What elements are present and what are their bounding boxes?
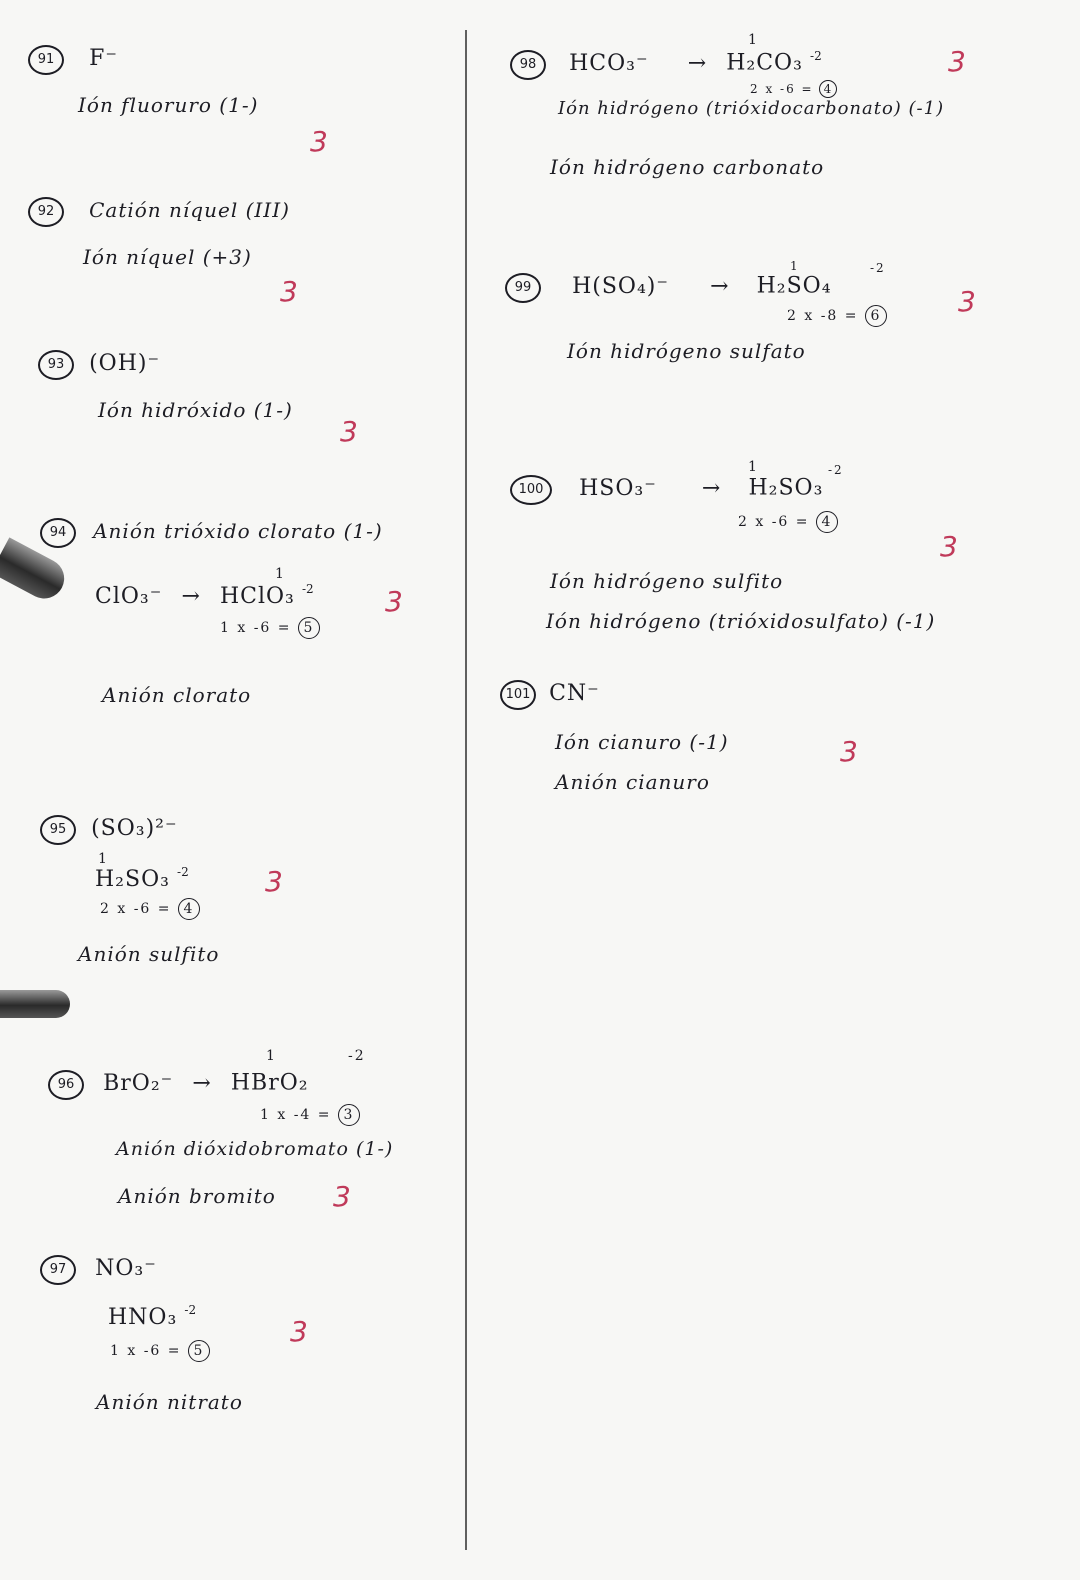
oxidation-calc: 2 x -8 = [787,308,859,324]
acid-formula: H₂CO₃ [726,50,803,76]
exercise-number: 94 [40,518,76,548]
oxidation-result: 3 [338,1104,360,1126]
formula: CN⁻ [549,680,600,706]
formula: (SO₃)²⁻ [91,815,178,841]
exercise-number: 98 [510,50,546,80]
exercise-95 [40,815,219,966]
formula: HCO₃⁻ [569,50,649,76]
oxidation-result: 4 [178,898,200,920]
grade-mark-100: 3 [940,530,958,563]
ion-name-alt: Ión hidrógeno carbonato [550,155,825,179]
oxidation-calc: 2 x -6 = [738,514,810,530]
oxidation-result: 4 [816,511,838,533]
ion-name: Ión hidrógeno sulfito [550,569,784,593]
acid-formula: HBrO₂ [230,1070,309,1096]
exercise-94 [40,518,383,707]
oxidation-top: 1 [275,566,286,582]
ion-name: Anión nitrato [96,1390,243,1414]
arrow: → [192,1070,212,1096]
oxidation-result: 5 [188,1340,210,1362]
oxidation-result: 6 [865,305,887,327]
exercise-number: 93 [38,350,74,380]
exercise-number: 99 [505,273,541,303]
exercise-92 [28,197,290,269]
arrow: → [710,273,730,299]
oxidation-top: 1 [748,459,759,475]
ion-name: Anión clorato [102,683,252,707]
ion-name: Anión dióxidobromato (1-) [116,1138,394,1160]
oxidation-result: 5 [298,617,320,639]
ion-name-alt: Anión cianuro [555,770,710,794]
oxidation-oxygen: -2 [301,582,314,596]
formula: F⁻ [89,45,118,71]
oxidation-oxygen: -2 [348,1048,366,1064]
exercise-100 [510,455,935,633]
grade-mark-93: 3 [340,415,358,448]
grade-mark-92: 3 [280,275,298,308]
exercise-number: 91 [28,45,64,75]
acid-formula: H₂SO₃ [95,867,170,892]
grade-mark-101: 3 [840,735,858,768]
exercise-99 [505,255,887,363]
ion-name: Anión sulfito [78,942,220,966]
oxidation-oxygen: -2 [177,865,189,879]
grade-mark-91: 3 [310,125,328,158]
oxidation-calc: 1 x -4 = [260,1107,332,1123]
acid-formula: HNO₃ [108,1305,178,1330]
ion-name: Ión hidróxido (1-) [98,398,293,422]
ion-name: Ión cianuro (-1) [555,730,729,754]
exercise-98 [510,30,944,179]
acid-formula: H₂SO₃ [748,475,824,501]
arrow: → [687,50,708,76]
binder-ring-bottom [0,990,70,1018]
formula: ClO₃⁻ [95,584,163,609]
grade-mark-94: 3 [385,585,403,618]
formula: NO₃⁻ [95,1255,157,1281]
oxidation-oxygen: -2 [184,1303,197,1317]
grade-mark-95: 3 [265,865,283,898]
grade-mark-99: 3 [958,285,976,318]
oxidation-result: 4 [819,80,837,98]
exercise-number: 92 [28,197,64,227]
oxidation-top: 1 [790,259,800,273]
ion-name-alt: Anión bromito [118,1184,276,1208]
oxidation-top: 1 [98,851,109,867]
exercise-number: 95 [40,815,76,845]
arrow: → [181,584,201,609]
oxidation-calc: 1 x -6 = [110,1343,182,1359]
oxidation-oxygen: -2 [828,463,844,477]
formula: (OH)⁻ [89,350,161,376]
oxidation-oxygen: -2 [810,48,822,63]
exercise-number: 96 [48,1070,84,1100]
exercise-91 [28,45,258,117]
exercise-number: 100 [510,475,552,505]
oxidation-top: 1 [266,1048,277,1064]
ion-name: Ión hidrógeno (trióxidocarbonato) (-1) [558,98,945,119]
grade-mark-96: 3 [333,1180,351,1213]
formula: H(SO₄)⁻ [572,273,669,299]
formula: HSO₃⁻ [579,475,657,501]
exercise-number: 97 [40,1255,76,1285]
exercise-101 [500,680,729,794]
exercise-97 [40,1255,243,1414]
column-divider [465,30,467,1550]
ion-name: Catión níquel (III) [89,197,290,222]
ion-name: Ión fluoruro (1-) [78,93,259,117]
exercise-number: 101 [500,680,536,710]
grade-mark-97: 3 [290,1315,308,1348]
grade-mark-98: 3 [948,45,966,78]
formula: BrO₂⁻ [103,1070,174,1096]
oxidation-top: 1 [748,32,759,48]
acid-formula: H₂SO₄ [756,273,832,299]
oxidation-calc: 1 x -6 = [220,620,292,636]
oxidation-calc: 2 x -6 = [750,82,814,96]
oxidation-calc: 2 x -6 = [100,901,172,917]
ion-title: Anión trióxido clorato (1-) [93,518,383,543]
oxidation-oxygen: -2 [870,261,886,275]
acid-formula: HClO₃ [219,584,295,609]
ion-name: Ión hidrógeno sulfato [567,339,806,363]
ion-name-alt: Ión níquel (+3) [83,245,252,269]
arrow: → [701,475,722,501]
exercise-93 [38,350,293,422]
ion-name-alt: Ión hidrógeno (trióxidosulfato) (-1) [546,609,936,633]
